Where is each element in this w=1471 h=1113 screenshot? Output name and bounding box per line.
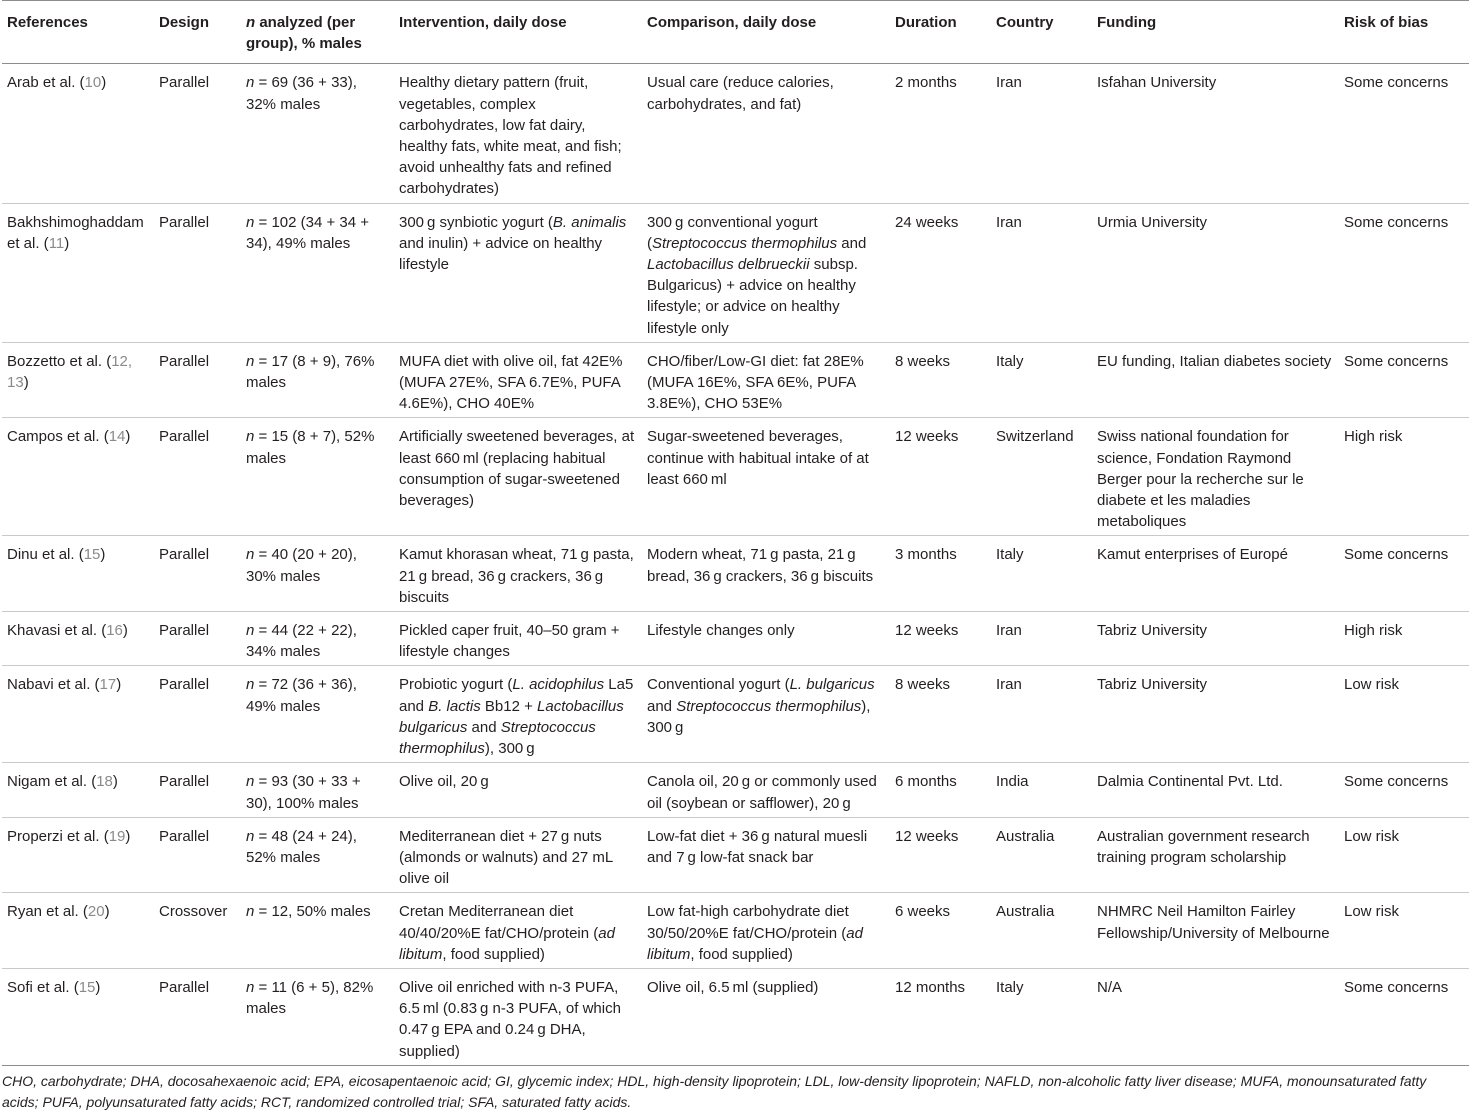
intervention-text: Bb12 + [480, 697, 538, 715]
reference-cell [2, 203, 154, 342]
duration-cell: 8 weeks [890, 666, 991, 763]
table-row [2, 893, 1469, 969]
design-cell: Parallel [154, 817, 241, 893]
comparison-text: Streptococcus thermophilus [652, 234, 838, 252]
country-cell: Iran [991, 203, 1092, 342]
header-row [2, 1, 1469, 64]
intervention-cell [394, 536, 642, 612]
comparison-cell [642, 817, 890, 893]
intervention-cell [394, 893, 642, 969]
reference-close: ) [101, 74, 107, 92]
reference-link[interactable]: 14 [108, 428, 126, 446]
risk-of-bias-cell: Some concerns [1339, 203, 1469, 342]
intervention-text: and inulin) + advice on healthy lifestyle [399, 234, 603, 274]
intervention-text: Cretan Mediterranean diet 40/40/20%E fat/CHO/protein ( [399, 903, 599, 942]
intervention-cell [394, 342, 642, 418]
country-cell: Australia [991, 817, 1092, 893]
country-cell: Iran [991, 64, 1092, 203]
n-analyzed-cell [241, 64, 394, 203]
funding-cell: Australian government research training program scholarship [1092, 817, 1339, 893]
n-symbol: n [246, 546, 255, 564]
intervention-cell [394, 817, 642, 893]
comparison-text: CHO/fiber/Low-GI diet: fat 28E% (MUFA 16E%, SFA 6E%, PUFA 3.8E%), CHO 53E% [647, 352, 864, 413]
intervention-cell [394, 418, 642, 536]
risk-of-bias-cell: Low risk [1339, 817, 1469, 893]
intervention-text: ), 300 g [484, 740, 535, 758]
country-cell: India [991, 763, 1092, 817]
header-n-rest: analyzed (per group), % males [246, 14, 362, 53]
comparison-text: Usual care (reduce calories, carbohydrates, and fat) [647, 74, 834, 113]
comparison-text: Lactobacillus delbrueckii [647, 256, 810, 274]
comparison-cell [642, 893, 890, 969]
comparison-text: and [647, 697, 677, 715]
comparison-cell [642, 536, 890, 612]
table-row [2, 666, 1469, 763]
design-cell: Parallel [154, 666, 241, 763]
header-design: Design [154, 1, 241, 64]
n-symbol: n [246, 352, 255, 370]
reference-close: ) [95, 978, 101, 996]
reference-link[interactable]: 15 [78, 978, 96, 996]
design-cell: Parallel [154, 203, 241, 342]
comparison-text: , food supplied) [690, 945, 793, 963]
comparison-text: ad libitum [647, 924, 863, 963]
intervention-text: ad libitum [399, 924, 615, 963]
reference-author: Properzi et al. ( [7, 827, 109, 845]
intervention-text: B. animalis [552, 213, 627, 231]
n-analyzed-cell [241, 893, 394, 969]
risk-of-bias-cell: High risk [1339, 418, 1469, 536]
funding-cell: NHMRC Neil Hamilton Fairley Fellowship/University of Melbourne [1092, 893, 1339, 969]
table-row [2, 536, 1469, 612]
intervention-cell [394, 968, 642, 1065]
reference-close: ) [122, 622, 128, 640]
comparison-text: Olive oil, 6.5 ml (supplied) [647, 978, 819, 996]
design-cell: Parallel [154, 536, 241, 612]
risk-of-bias-cell: Some concerns [1339, 64, 1469, 203]
n-analyzed-cell [241, 418, 394, 536]
reference-close: ) [125, 827, 131, 845]
comparison-cell [642, 203, 890, 342]
comparison-cell [642, 342, 890, 418]
intervention-cell [394, 763, 642, 817]
table-footnote: CHO, carbohydrate; DHA, docosahexaenoic acid; EPA, eicosapentaenoic acid; GI, glycemic index; HDL, high-density lipoprotein; LDL, low-density lipoprotein; NAFLD, non-alcoholic fatty liver disease; MUFA, monounsaturated fatty acids; PUFA, polyunsaturated fatty acids; RCT, randomized controlled trial; SFA, saturated fatty acids. [2, 1072, 1427, 1110]
n-symbol: n [246, 622, 255, 640]
table-row [2, 763, 1469, 817]
n-analyzed-value: = 102 (34 + 34 + 34), 49% males [246, 213, 370, 252]
intervention-text: MUFA diet with olive oil, fat 42E% (MUFA 27E%, SFA 6.7E%, PUFA 4.6E%), CHO 40E% [399, 352, 623, 413]
n-analyzed-cell [241, 763, 394, 817]
country-cell: Iran [991, 612, 1092, 666]
funding-cell: Swiss national foundation for science, Fondation Raymond Berger pour la recherche sur le diabete et les maladies metaboliques [1092, 418, 1339, 536]
table-row [2, 612, 1469, 666]
reference-link[interactable]: 20 [87, 903, 105, 921]
n-analyzed-cell [241, 817, 394, 893]
reference-cell [2, 763, 154, 817]
funding-cell: Tabriz University [1092, 666, 1339, 763]
intervention-text: Artificially sweetened beverages, at least 660 ml (replacing habitual consumption of sugar-sweetened beverages) [399, 428, 635, 510]
comparison-text: Streptococcus thermophilus [676, 697, 862, 715]
intervention-text: Probiotic yogurt ( [399, 676, 513, 694]
n-analyzed-value: = 11 (6 + 5), 82% males [246, 978, 374, 1018]
table-row [2, 968, 1469, 1065]
comparison-text: Lifestyle changes only [647, 622, 795, 640]
intervention-text: 300 g synbiotic yogurt ( [399, 213, 553, 231]
design-cell: Parallel [154, 968, 241, 1065]
reference-author: Bakhshimoghaddam et al. ( [7, 213, 144, 252]
comparison-text: Conventional yogurt ( [647, 676, 790, 694]
reference-close: ) [64, 234, 70, 252]
reference-close: ) [125, 428, 131, 446]
n-analyzed-value: = 44 (22 + 22), 34% males [246, 622, 357, 661]
table-row [2, 817, 1469, 893]
n-analyzed-value: = 17 (8 + 9), 76% males [246, 352, 375, 392]
risk-of-bias-cell: Some concerns [1339, 763, 1469, 817]
risk-of-bias-cell: High risk [1339, 612, 1469, 666]
duration-cell: 12 weeks [890, 612, 991, 666]
n-symbol: n [246, 827, 255, 845]
reference-author: Ryan et al. ( [7, 903, 88, 921]
funding-cell: Tabriz University [1092, 612, 1339, 666]
reference-cell [2, 666, 154, 763]
n-symbol: n [246, 903, 255, 921]
table-body [2, 64, 1469, 1065]
n-analyzed-cell [241, 612, 394, 666]
n-analyzed-value: = 69 (36 + 33), 32% males [246, 74, 357, 113]
reference-author: Campos et al. ( [7, 428, 109, 446]
duration-cell: 6 months [890, 763, 991, 817]
country-cell: Italy [991, 342, 1092, 418]
reference-cell [2, 612, 154, 666]
intervention-text: and [467, 718, 501, 736]
risk-of-bias-cell: Some concerns [1339, 536, 1469, 612]
reference-close: ) [23, 374, 29, 392]
n-analyzed-value: = 72 (36 + 36), 49% males [246, 676, 357, 715]
comparison-cell [642, 763, 890, 817]
duration-cell: 24 weeks [890, 203, 991, 342]
design-cell: Parallel [154, 763, 241, 817]
comparison-text: subsp. Bulgaricus) + advice on healthy lifestyle; or advice on healthy lifestyle only [647, 256, 858, 337]
duration-cell: 12 weeks [890, 418, 991, 536]
intervention-text: , food supplied) [442, 945, 545, 963]
comparison-cell [642, 418, 890, 536]
n-analyzed-cell [241, 666, 394, 763]
header-intervention: Intervention, daily dose [394, 1, 642, 64]
funding-cell: Dalmia Continental Pvt. Ltd. [1092, 763, 1339, 817]
n-analyzed-value: = 12, 50% males [254, 903, 371, 921]
reference-cell [2, 342, 154, 418]
country-cell: Iran [991, 666, 1092, 763]
n-analyzed-cell [241, 342, 394, 418]
header-n-analyzed [241, 1, 394, 64]
duration-cell: 12 months [890, 968, 991, 1065]
table-row [2, 342, 1469, 418]
comparison-cell [642, 666, 890, 763]
funding-cell: Kamut enterprises of Europé [1092, 536, 1339, 612]
funding-cell: Urmia University [1092, 203, 1339, 342]
intervention-text: Olive oil enriched with n-3 PUFA, 6.5 ml (0.83 g n-3 PUFA, of which 0.47 g EPA and 0.24 g DHA, supplied) [399, 978, 621, 1060]
intervention-cell [394, 203, 642, 342]
table-row [2, 418, 1469, 536]
risk-of-bias-cell: Low risk [1339, 666, 1469, 763]
n-symbol: n [246, 978, 255, 996]
design-cell: Crossover [154, 893, 241, 969]
comparison-cell [642, 968, 890, 1065]
reference-link[interactable]: 16 [106, 622, 123, 640]
header-risk-of-bias: Risk of bias [1339, 1, 1469, 64]
header-duration: Duration [890, 1, 991, 64]
design-cell: Parallel [154, 342, 241, 418]
reference-cell [2, 64, 154, 203]
intervention-text: Olive oil, 20 g [399, 773, 489, 791]
n-symbol: n [246, 773, 255, 791]
intervention-text: L. acidophilus [512, 676, 605, 694]
reference-link[interactable]: 17 [99, 676, 117, 694]
design-cell: Parallel [154, 612, 241, 666]
reference-author: Nigam et al. ( [7, 773, 97, 791]
reference-link[interactable]: 19 [108, 827, 126, 845]
comparison-cell [642, 64, 890, 203]
n-analyzed-cell [241, 203, 394, 342]
reference-link[interactable]: 12, 13 [7, 352, 133, 392]
header-references: References [2, 1, 154, 64]
n-symbol: n [246, 676, 255, 694]
reference-cell [2, 817, 154, 893]
intervention-cell [394, 666, 642, 763]
country-cell: Italy [991, 968, 1092, 1065]
table-row [2, 64, 1469, 203]
country-cell: Switzerland [991, 418, 1092, 536]
n-analyzed-value: = 93 (30 + 33 + 30), 100% males [246, 773, 361, 812]
n-analyzed-cell [241, 536, 394, 612]
n-analyzed-cell [241, 968, 394, 1065]
header-n-italic: n [246, 14, 256, 31]
comparison-text: Low fat-high carbohydrate diet 30/50/20%E fat/CHO/protein ( [647, 903, 849, 942]
table-header [2, 1, 1469, 64]
comparison-text: L. bulgaricus [789, 676, 875, 694]
reference-author: Nabavi et al. ( [7, 676, 100, 694]
n-symbol: n [246, 428, 255, 446]
comparison-text: and [837, 234, 867, 252]
intervention-text: La5 and [399, 676, 634, 715]
reference-close: ) [104, 903, 110, 921]
comparison-text: Modern wheat, 71 g pasta, 21 g bread, 36 g crackers, 36 g biscuits [647, 546, 874, 585]
risk-of-bias-cell: Some concerns [1339, 968, 1469, 1065]
header-funding: Funding [1092, 1, 1339, 64]
reference-cell [2, 893, 154, 969]
intervention-text: Healthy dietary pattern (fruit, vegetables, complex carbohydrates, low fat dairy, healthy fats, white meat, and fish; avoid unhealthy fats and refined carbohydrates) [399, 74, 622, 198]
intervention-text: Kamut khorasan wheat, 71 g pasta, 21 g bread, 36 g crackers, 36 g biscuits [399, 546, 634, 606]
design-cell: Parallel [154, 418, 241, 536]
reference-cell [2, 536, 154, 612]
reference-close: ) [112, 773, 118, 791]
funding-cell: Isfahan University [1092, 64, 1339, 203]
reference-close: ) [100, 546, 106, 564]
country-cell: Italy [991, 536, 1092, 612]
header-country: Country [991, 1, 1092, 64]
duration-cell: 6 weeks [890, 893, 991, 969]
intervention-text: Mediterranean diet + 27 g nuts (almonds or walnuts) and 27 mL olive oil [399, 827, 613, 888]
n-analyzed-value: = 48 (24 + 24), 52% males [246, 827, 357, 866]
intervention-cell [394, 64, 642, 203]
n-analyzed-value: = 15 (8 + 7), 52% males [246, 428, 375, 467]
intervention-text: Lactobacillus bulgaricus [399, 697, 624, 736]
reference-link[interactable]: 10 [84, 74, 102, 92]
design-cell: Parallel [154, 64, 241, 203]
reference-link[interactable]: 15 [83, 546, 101, 564]
intervention-text: Pickled caper fruit, 40–50 gram + lifestyle changes [399, 622, 620, 661]
intervention-text: Streptococcus thermophilus [399, 718, 596, 758]
n-analyzed-value: = 40 (20 + 20), 30% males [246, 546, 357, 585]
reference-link[interactable]: 11 [48, 234, 65, 252]
duration-cell: 2 months [890, 64, 991, 203]
country-cell: Australia [991, 893, 1092, 969]
reference-link[interactable]: 18 [96, 773, 113, 791]
intervention-cell [394, 612, 642, 666]
reference-cell [2, 968, 154, 1065]
reference-author: Khavasi et al. ( [7, 622, 107, 640]
comparison-text: Low-fat diet + 36 g natural muesli and 7 g low-fat snack bar [647, 827, 868, 866]
header-comparison: Comparison, daily dose [642, 1, 890, 64]
comparison-cell [642, 612, 890, 666]
comparison-text: Sugar-sweetened beverages, continue with habitual intake of at least 660 ml [647, 428, 869, 488]
risk-of-bias-cell: Low risk [1339, 893, 1469, 969]
reference-close: ) [116, 676, 122, 694]
reference-author: Arab et al. ( [7, 74, 85, 92]
duration-cell: 3 months [890, 536, 991, 612]
n-symbol: n [246, 213, 255, 231]
duration-cell: 12 weeks [890, 817, 991, 893]
risk-of-bias-cell: Some concerns [1339, 342, 1469, 418]
intervention-text: B. lactis [428, 697, 481, 715]
funding-cell: EU funding, Italian diabetes society [1092, 342, 1339, 418]
comparison-text: 300 g conventional yogurt ( [647, 213, 818, 252]
funding-cell: N/A [1092, 968, 1339, 1065]
reference-author: Bozzetto et al. ( [7, 352, 112, 370]
table-row [2, 203, 1469, 342]
comparison-text: Canola oil, 20 g or commonly used oil (soybean or safflower), 20 g [647, 773, 877, 812]
reference-author: Sofi et al. ( [7, 978, 79, 996]
study-characteristics-table [2, 0, 1469, 1066]
comparison-text: ), 300 g [647, 697, 871, 736]
reference-cell [2, 418, 154, 536]
reference-author: Dinu et al. ( [7, 546, 84, 564]
n-symbol: n [246, 74, 255, 92]
duration-cell: 8 weeks [890, 342, 991, 418]
